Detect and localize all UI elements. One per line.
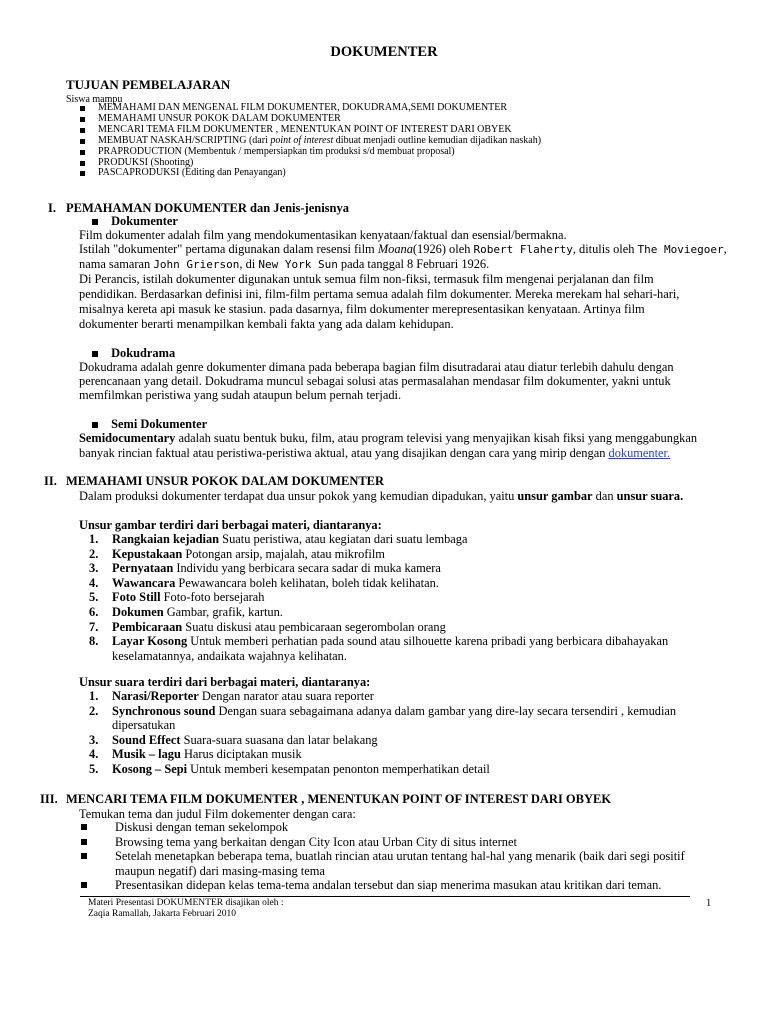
objective-item: MENCARI TEMA FILM DOKUMENTER , MENENTUKAN POINT OF INTEREST DARI OBYEK [74,125,541,136]
section-3-heading: MENCARI TEMA FILM DOKUMENTER , MENENTUKAN POINT OF INTEREST DARI OBYEK [66,792,612,806]
list-item: 3. Pernyataan Individu yang berbicara secara sadar di muka kamera [89,561,441,576]
list-item: Browsing tema yang berkaitan dengan City Icon atau Urban City di situs internet [79,835,699,850]
dokumenter-heading: Dokumenter [111,214,178,228]
paragraph-line: Semidocumentary adalah suatu bentuk buku, film, atau program televisi yang menyajikan kisah fiksi yang menggabungkan [79,431,698,445]
section-2-heading: MEMAHAMI UNSUR POKOK DALAM DOKUMENTER [66,474,385,488]
page-number: 1 [706,898,712,909]
section-1-number: I. [48,201,56,215]
list-item: Diskusi dengan teman sekelompok [79,820,699,835]
objectives-heading: TUJUAN PEMBELAJARAN [66,77,231,92]
section-3-intro: Temukan tema dan judul Film dokementer dengan cara: [79,807,356,821]
list-item: 1. Narasi/Reporter Dengan narator atau suara reporter [89,689,374,703]
square-bullet-icon [81,882,87,888]
footer-divider [80,896,690,897]
paragraph-line: Di Perancis, istilah dokumenter digunakan untuk semua film non-fiksi, termasuk film mengenai perjalanan dan film [79,272,654,286]
subheading-dokumenter [92,214,178,229]
footer-text: Materi Presentasi DOKUMENTER disajikan oleh : Zaqia Ramallah, Jakarta Februari 2010 [88,898,284,919]
paragraph-line: Istilah "dokumenter" pertama digunakan dalam resensi film Moana(1926) oleh Robert Flaherty, ditulis oleh The Moviegoer, [79,242,727,256]
square-bullet-icon [92,351,98,357]
paragraph-line: Film dokumenter adalah film yang mendokumentasikan kenyataan/faktual dan esensial/bermakna. [79,228,567,242]
objective-item: MEMAHAMI UNSUR POKOK DALAM DOKUMENTER [74,114,541,125]
suara-list [89,689,689,777]
square-bullet-icon [81,824,87,830]
paragraph-line: dokumenter berarti menampilkan kembali fakta yang ada dalam kehidupan. [79,317,454,331]
square-bullet-icon [92,422,98,428]
objective-item: MEMBUAT NASKAH/SCRIPTING (dari point of interest dibuat menjadi outline kemudian dijadikan naskah) [74,136,541,147]
square-bullet-icon [80,117,85,122]
square-bullet-icon [80,139,85,144]
list-item: 2. Kepustakaan Potongan arsip, majalah, atau mikrofilm [89,546,385,561]
square-bullet-icon [80,150,85,155]
list-item: Presentasikan didepan kelas tema-tema andalan tersebut dan siap menerima masukan atau kritikan dari teman. [79,878,699,893]
section-1-heading: PEMAHAMAN DOKUMENTER dan Jenis-jenisnya [66,201,349,215]
list-item: 7. Pembicaraan Suatu diskusi atau pembicaraan segerombolan orang [89,619,446,634]
square-bullet-icon [92,219,98,225]
paragraph-line: Dokudrama adalah genre dokumenter dimana pada beberapa bagian film disutradarai atau diatur terlebih dahulu dengan [79,360,674,374]
square-bullet-icon [80,106,85,111]
paragraph-line: misalnya kereta api masuk ke stasiun. pada dasarnya, film dokumenter merepresentasikan kenyataan. Artinya film [79,302,645,316]
paragraph-line: perencanaan yang detail. Dokudrama muncul sebagai solusi atas permasalahan mendasar film dokumenter, yakni untuk [79,374,671,388]
objective-item: PRODUKSI (Shooting) [74,158,541,169]
subheading-semi-dokumenter: Semi Dokumenter [92,417,207,432]
objective-item: MEMAHAMI DAN MENGENAL FILM DOKUMENTER, DOKUDRAMA,SEMI DOKUMENTER [74,103,541,114]
list-item: 6. Dokumen Gambar, grafik, kartun. [89,604,283,619]
publication-name: The Moviegoer [637,243,724,256]
square-bullet-icon [80,128,85,133]
publication-name: New York Sun [258,258,338,271]
person-name: John Grierson [153,258,240,271]
subheading-dokudrama: Dokudrama [92,346,175,361]
square-bullet-icon [81,839,87,845]
page-title: DOKUMENTER [330,44,438,60]
gambar-list [89,532,689,663]
gambar-heading: Unsur gambar terdiri dari berbagai materi, diantaranya: [79,518,382,532]
list-item: 4. Wawancara Pewawancara boleh kelihatan, boleh tidak kelihatan. [89,575,439,590]
list-item: 8. Layar Kosong Untuk memberi perhatian pada sound atau silhouette karena pribadi yang berbicara dibahayakan keselamatannya, andaikata wajahnya kelihatan. [89,634,669,663]
square-bullet-icon [80,171,85,176]
section-2-intro: Dalam produksi dokumenter terdapat dua unsur pokok yang kemudian dipadukan, yaitu unsur gambar dan unsur suara. [79,489,684,503]
paragraph-line: memfilmkan peristiwa yang sudah ataupun belum pernah terjadi. [79,388,402,402]
list-item: 4. Musik – lagu Harus diciptakan musik [89,747,302,762]
list-item: 2. Synchronous sound Dengan suara sebagaimana adanya dalam gambar yang dire-lay secara tersendiri , kemudian dipersatukan [89,703,677,733]
person-name: Robert Flaherty [473,243,573,256]
list-item: Setelah menetapkan beberapa tema, buatlah rincian atau urutan tentang hal-hal yang menarik (baik dari segi positif maupun negatif) dari masing-masing tema [79,849,699,878]
objectives-intro: Siswa mampu [66,94,123,105]
paragraph-line: pendidikan. Berdasarkan definisi ini, film-film pertama semua adalah film dokumenter. Mereka merekam hal sehari-hari, [79,287,680,301]
suara-heading: Unsur suara terdiri dari berbagai materi, diantaranya: [79,675,371,689]
list-item: 1. Rangkaian kejadian Suatu peristiwa, atau kegiatan dari suatu lembaga [89,532,468,546]
objective-item: PASCAPRODUKSI (Editing dan Penayangan) [74,168,541,179]
square-bullet-icon [80,161,85,166]
paragraph-line: banyak rincian faktual atau peristiwa-peristiwa aktual, atau yang disajikan dengan cara yang mirip dengan dokumenter. [79,446,671,460]
objectives-list [74,103,541,179]
dokumenter-link[interactable]: dokumenter. [608,446,671,460]
paragraph-line: nama samaran John Grierson, di New York Sun pada tanggal 8 Februari 1926. [79,257,490,271]
section-2-number: II. [44,474,57,488]
section-3-number: III. [40,792,58,806]
objective-item: PRAPRODUCTION (Membentuk / mempersiapkan tim produksi s/d membuat proposal) [74,147,541,158]
film-title: Moana [377,242,413,256]
square-bullet-icon [81,853,87,859]
list-item: 3. Sound Effect Suara-suara suasana dan latar belakang [89,732,378,747]
list-item: 5. Foto Still Foto-foto bersejarah [89,590,265,605]
list-item: 5. Kosong – Sepi Untuk memberi kesempatan penonton memperhatikan detail [89,761,490,776]
section-3-list [79,820,699,893]
